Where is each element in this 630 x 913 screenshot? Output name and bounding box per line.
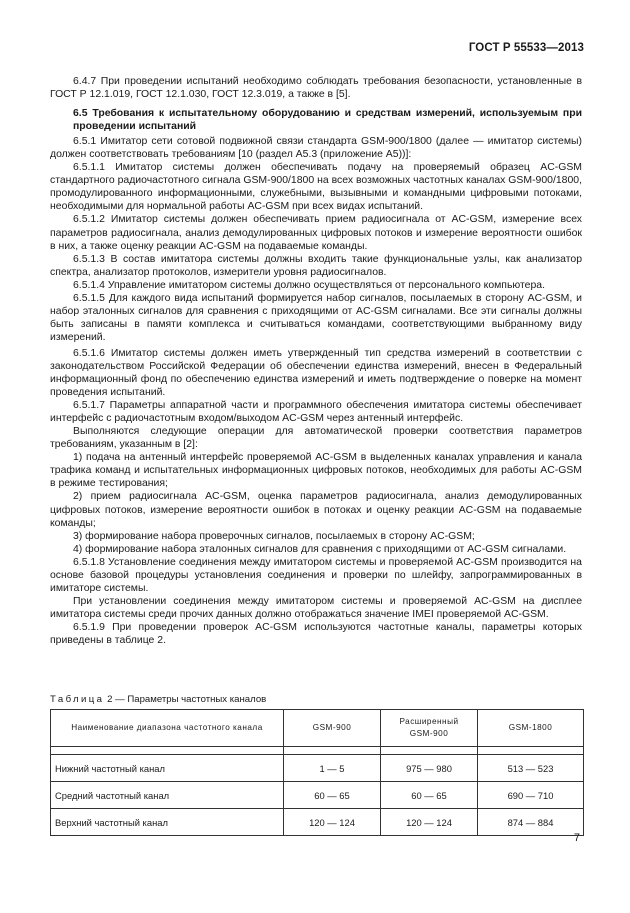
list-item-1: 1) подача на антенный интерфейс проверяемой AC-GSM в выделенных каналах управления и канала трафика команд и испытательных информационных цифровых потоков, необходимых для работы AC-GSM в режиме тестирования;: [50, 452, 582, 490]
row-upper-name: Верхний частотный канал: [51, 809, 284, 836]
row-lower-extended-gsm-900: 975 — 980: [381, 755, 478, 782]
section-heading-6-5: 6.5 Требования к испытательному оборудованию и средствам измерений, используемым при проведении испытаний: [73, 108, 582, 133]
table-caption-number: 2: [107, 694, 113, 705]
paragraph-6-5-1-5: 6.5.1.5 Для каждого вида испытаний формируется набор сигналов, посылаемых в сторону AC-GSM, и набор эталонных сигналов для сравнения с приходящими от AC-GSM сигналами. Все эти сигналы должны быть записаны в памяти комплекса и считываться командами, соответствующими выбранному виду измерений.: [50, 292, 582, 343]
paragraph-6-5-1-8: 6.5.1.8 Установление соединения между имитатором системы и проверяемой AC-GSM производится на основе базовой процедуры установления соединения и проверки по шлейфу, запрограммированных в имитаторе системы.: [50, 556, 582, 594]
header-band-name: Наименование диапазона частотного канала: [51, 710, 284, 747]
table-row: [51, 809, 584, 836]
frequency-channels-table: [50, 709, 584, 836]
paragraph-6-5-1-4: 6.5.1.4 Управление имитатором системы должно осуществляться от персонального компьютера.: [73, 279, 545, 291]
row-middle-gsm-900: 60 — 65: [284, 782, 381, 809]
row-middle-name: Средний частотный канал: [51, 782, 284, 809]
table-caption-text: — Параметры частотных каналов: [115, 694, 267, 705]
table-row: [51, 755, 584, 782]
table-caption-label: Таблица: [50, 694, 105, 705]
table-caption: [50, 694, 266, 705]
row-upper-gsm-1800: 874 — 884: [478, 809, 584, 836]
row-upper-gsm-900: 120 — 124: [284, 809, 381, 836]
document-body: [50, 75, 582, 647]
paragraph-6-5-1-2: 6.5.1.2 Имитатор системы должен обеспечивать прием радиосигнала от AC-GSM, измерение всех параметров радиосигнала, анализ демодулированных цифровых потоков и измерение вероятности ошибок в них, а также оценку реакции AC-GSM на подаваемые команды.: [50, 214, 582, 252]
paragraph-6-5-1-3: 6.5.1.3 В состав имитатора системы должны входить такие функциональные узлы, как анализатор спектра, анализатор протоколов, измерители уровня радиосигналов.: [50, 253, 582, 278]
header-gsm-1800: GSM-1800: [478, 710, 584, 747]
row-lower-gsm-1800: 513 — 523: [478, 755, 584, 782]
paragraph-6-4-7: 6.4.7 При проведении испытаний необходимо соблюдать требования безопасности, установленные в ГОСТ Р 12.1.019, ГОСТ 12.1.030, ГОСТ 12.3.019, а также в [5].: [50, 76, 582, 101]
paragraph-6-5-1-9: 6.5.1.9 При проведении проверок AC-GSM используются частотные каналы, параметры которых приведены в таблице 2.: [50, 621, 582, 646]
paragraph-6-5-1-1: 6.5.1.1 Имитатор системы должен обеспечивать подачу на проверяемый образец AC-GSM стандартного радиочастотного сигнала GSM-900/1800 на всех возможных частотных каналах GSM-900/1800, промодулированного информационными, служебными, вызывными и командными цифровыми потоками, необходимыми для нормальной работы AC-GSM при всех видах испытаний.: [50, 162, 582, 213]
paragraph-6-5-1-6: 6.5.1.6 Имитатор системы должен иметь утвержденный тип средства измерений в соответствии с законодательством Российской Федерации об обеспечении единства измерений, внесен в Федеральный информационный фонд по обеспечению единства измерений и иметь подтверждение о поверке на момент проведения испытаний.: [50, 347, 582, 399]
row-middle-extended-gsm-900: 60 — 65: [381, 782, 478, 809]
row-lower-gsm-900: 1 — 5: [284, 755, 381, 782]
page-number: 7: [573, 832, 580, 844]
row-upper-extended-gsm-900: 120 — 124: [381, 809, 478, 836]
list-item-3: 3) формирование набора проверочных сигналов, посылаемых в сторону AC-GSM;: [73, 530, 475, 542]
list-item-2: 2) прием радиосигнала AC-GSM, оценка параметров радиосигнала, анализ демодулированных цифровых потоков, измерение вероятности ошибок в потоках и оценку реакции AC-GSM на подаваемые команды;: [50, 491, 582, 529]
header-gsm-900: GSM-900: [284, 710, 381, 747]
row-lower-name: Нижний частотный канал: [51, 755, 284, 782]
paragraph-imei-display: При установлении соединения между имитатором системы и проверяемой AC-GSM на дисплее имитатора системы среди прочих данных должно отображаться значение IMEI проверяемой AC-GSM.: [50, 595, 582, 620]
paragraph-operations-intro: Выполняются следующие операции для автоматической проверки соответствия параметров требованиям, указанным в [2]:: [50, 426, 582, 451]
standard-designation: ГОСТ Р 55533—2013: [468, 42, 584, 54]
table-header-row: [51, 710, 584, 747]
table-row: [51, 782, 584, 809]
paragraph-6-5-1: 6.5.1 Имитатор сети сотовой подвижной связи стандарта GSM-900/1800 (далее — имитатор системы) должен соответствовать требованиям [10 (раздел А5.3 (приложение А5))]:: [50, 136, 582, 161]
table-header-spacer: [51, 747, 584, 755]
list-item-4: 4) формирование набора эталонных сигналов для сравнения с приходящими от AC-GSM сигналами.: [73, 543, 567, 555]
row-middle-gsm-1800: 690 — 710: [478, 782, 584, 809]
header-extended-gsm-900: Расширенный GSM-900: [381, 710, 478, 747]
paragraph-6-5-1-7: 6.5.1.7 Параметры аппаратной части и программного обеспечения имитатора системы обеспечивает интерфейс с радиочастотным входом/выходом AC-GSM через антенный интерфейс.: [50, 400, 582, 425]
